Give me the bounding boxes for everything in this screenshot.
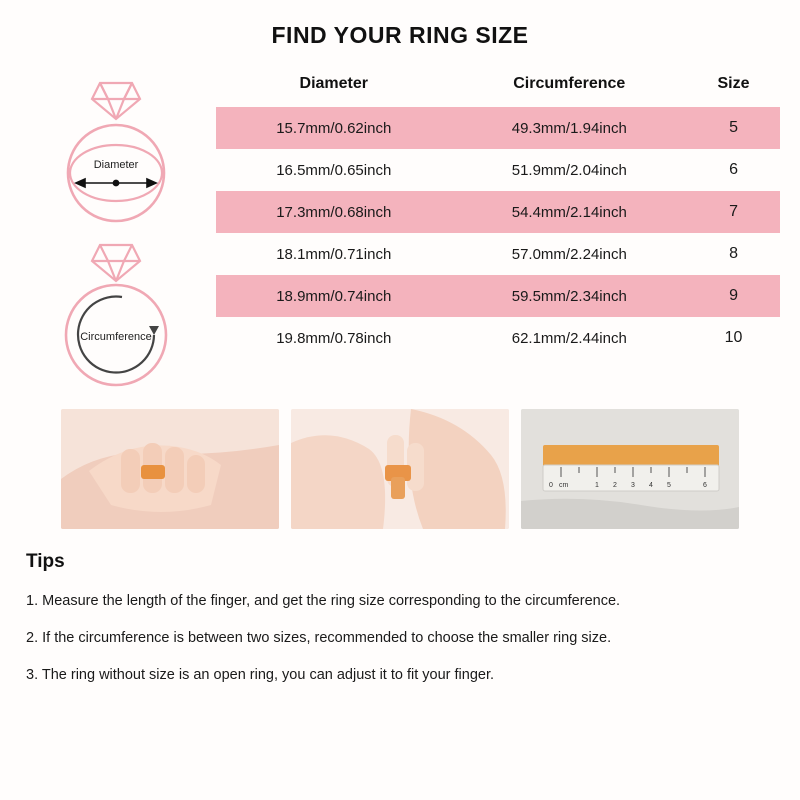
cell-circumference: 54.4mm/2.14inch: [452, 191, 688, 233]
photo-strip: [0, 393, 800, 539]
cell-diameter: 16.5mm/0.65inch: [276, 161, 392, 179]
ring-size-table-wrapper: [216, 65, 780, 359]
header-size: Size: [687, 65, 780, 107]
cell-size: 10: [724, 329, 743, 346]
table-header-row: [216, 65, 780, 107]
header-circumference: Circumference: [452, 65, 688, 107]
header-diameter: Diameter: [216, 65, 452, 107]
table-row: [216, 317, 780, 359]
tip-line-2: 2. If the circumference is between two sizes, recommended to choose the smaller ring size.: [26, 629, 612, 646]
tip-line-3: 3. The ring without size is an open ring, you can adjust it to fit your finger.: [26, 666, 495, 683]
ruler-label-3: 3: [631, 482, 635, 489]
cell-circumference: 62.1mm/2.44inch: [511, 329, 627, 347]
diameter-diagram-label: Diameter: [93, 159, 139, 171]
ring-circumference-diagram: [26, 233, 206, 393]
ruler-label-2: 2: [613, 482, 617, 489]
cell-circumference: 51.9mm/2.04inch: [511, 161, 627, 179]
ring-size-table: [216, 65, 780, 359]
table-row: [216, 233, 780, 275]
ruler-label-5: 5: [667, 482, 671, 489]
cell-size: 7: [687, 191, 780, 233]
tip-line-1: 1. Measure the length of the finger, and get the ring size corresponding to the circumference.: [26, 593, 621, 609]
table-row: [216, 149, 780, 191]
ruler-measuring-strip-photo: [521, 409, 739, 529]
table-row: [216, 191, 780, 233]
ruler-label-cm: cm: [559, 482, 569, 489]
size-chart-section: [0, 65, 800, 393]
cell-diameter: 18.1mm/0.71inch: [276, 245, 392, 263]
ruler-label-4: 4: [649, 482, 653, 489]
cell-circumference: 59.5mm/2.34inch: [452, 275, 688, 317]
tips-section: [0, 539, 800, 694]
cell-circumference: 49.3mm/1.94inch: [452, 107, 688, 149]
cell-circumference: 57.0mm/2.24inch: [511, 245, 627, 263]
table-row: [216, 107, 780, 149]
table-row: [216, 275, 780, 317]
ruler-label-0: 0: [549, 482, 553, 489]
diagram-column: [16, 65, 216, 393]
page-title: FIND YOUR RING SIZE: [271, 22, 529, 48]
ruler-label-6: 6: [703, 482, 707, 489]
ruler-label-1: 1: [595, 482, 599, 489]
cell-size: 9: [687, 275, 780, 317]
cell-size: 8: [729, 245, 738, 262]
ring-diameter-diagram: [26, 73, 206, 233]
tips-heading: Tips: [26, 551, 65, 572]
cell-diameter: 15.7mm/0.62inch: [216, 107, 452, 149]
cell-size: 6: [729, 161, 738, 178]
cell-size: 5: [687, 107, 780, 149]
fingers-measuring-ring-photo: [291, 409, 509, 529]
circumference-diagram-label: Circumference: [80, 331, 152, 343]
cell-diameter: 18.9mm/0.74inch: [216, 275, 452, 317]
cell-diameter: 17.3mm/0.68inch: [216, 191, 452, 233]
cell-diameter: 19.8mm/0.78inch: [276, 329, 392, 347]
hand-wearing-ring-sizer-photo: [61, 409, 279, 529]
